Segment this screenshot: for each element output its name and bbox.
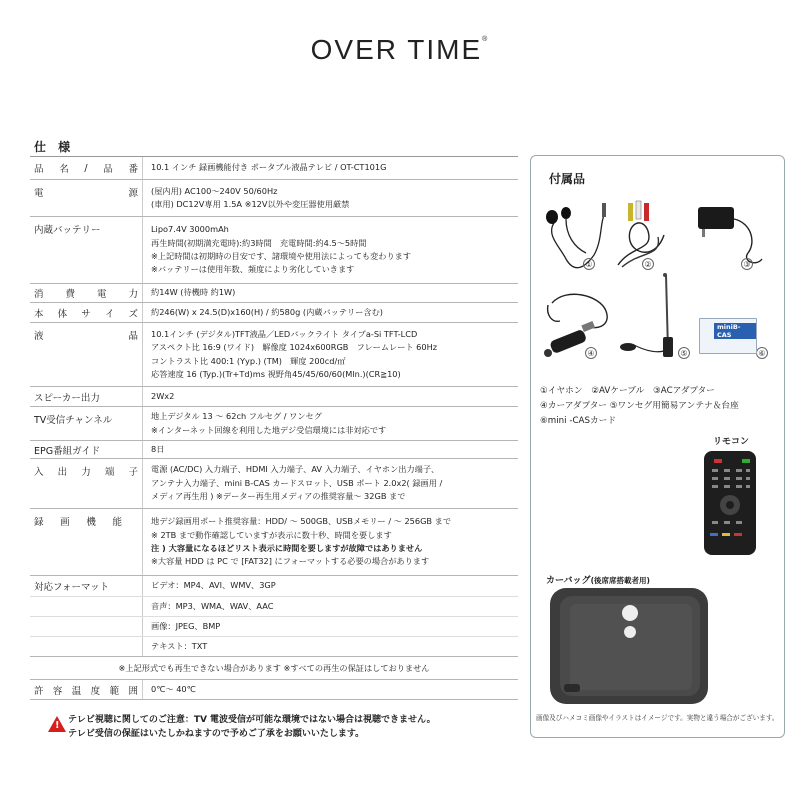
tv-warning [40,713,510,741]
spec-row-temperature [30,680,518,700]
spec-value: Lipo7.4V 3000mAh 再生時間(初期満充電時):約3時間 充電時間:約4.5〜5時間 ※上記時間は初期時の目安です、諸環境や使用法によっても変わります ※バッテリーは使用年数、頻度により劣化していきます [142,217,518,283]
mini-bcas-card [699,318,757,354]
format-note: ※上記形式でも再生できない場合があります ※すべての再生の保証はしておりません [30,657,518,680]
earphones-icon [552,215,604,268]
spec-row-tv-channel [30,407,518,441]
spec-value: 10.1 インチ 録画機能付き ポータブル液晶テレビ / OT-CT101G [142,157,518,179]
accessories-title: 付属品 [549,172,586,186]
spec-value: 0℃〜 40℃ [142,680,518,699]
spec-label: EPG番組ガイド [34,445,101,457]
spec-value: 約246(W) x 24.5(D)x160(H) / 約580g (内蔵バッテリー含む) [142,303,518,322]
spec-label: 電 源 [34,188,138,199]
remote-control-icon [704,451,756,555]
spec-label: 品 名 / 品 番 [34,162,138,175]
brand-logo [0,34,800,66]
spec-value: 8日 [142,441,518,458]
warning-line-2: テレビ受信の保証はいたしかねますので予めご了承をお願いいたします。 [68,729,365,739]
spec-row-format-image [30,617,518,637]
accessories-list-line: ⑥mini -CASカード [540,416,617,426]
spec-row-format-audio [30,597,518,617]
earbud-right-icon [561,207,571,219]
spec-value: 2Wx2 [142,387,518,406]
bag-label: カーバッグ(後席席搭載者用) [546,576,650,586]
av-cable-icon [618,223,664,267]
spec-label: TV受信チャンネル [34,415,113,426]
accessory-number-6: ⑥ [756,347,768,359]
spec-value: ビデオ：MP4、AVI、WMV、3GP [142,576,518,596]
spec-title: 仕 様 [34,140,75,154]
spec-label: 液 晶 [34,331,138,342]
image-disclaimer: 画像及びハメコミ画像やイラストはイメージです。実物と違う場合がございます。 [536,714,779,722]
spec-value: 10.1インチ (デジタル)TFT液晶／LEDバックライト タイプa-Si TFT-LCD アスペクト比 16:9 (ワイド) 解像度 1024x600RGB フレームレート 60Hz コントラスト比 400:1 (Yyp.) (TM) 輝度 200cd/㎡ 応答速度 16 (Typ.)(Tr+Td)ms 視野角45/45/60/60(Mln.)(CR≧10) [142,323,518,386]
accessory-number-2: ② [642,258,654,270]
spec-label: 対応フォーマット [34,582,110,593]
spec-label: 許 容 温 度 範 囲 [34,685,138,697]
accessories-list [540,384,739,429]
remote-label: リモコン [713,437,750,447]
spec-table [30,156,518,700]
spec-row-format-text [30,637,518,657]
spec-label: スピーカー出力 [34,392,100,404]
spec-value: 地上デジタル 13 〜 62ch フルセグ / ワンセグ ※インターネット回線を利用した地デジ受信環境には非対応です [142,407,518,440]
spec-value: 地デジ録画用ポート推奨容量：HDD/ 〜 500GB、USBメモリー / 〜 256GB まで ※ 2TB まで動作確認していますが表示に数十秒、時間を要します 注 ) 大容量になるほどリスト表示に時間を要しますが故障ではありません ※大容量 HDD は PC で [FAT32] にフォーマットする必要の場合があります [142,509,518,575]
car-adapter-icon [544,294,607,357]
spec-label: 録 画 機 能 [34,517,122,528]
spec-row-power [30,180,518,217]
spec-row-battery [30,217,518,284]
brand-mark: ® [482,36,490,43]
accessory-number-1: ① [583,258,595,270]
accessory-number-3: ③ [741,258,753,270]
accessories-list-line: ④カーアダプター ⑤ワンセグ用簡易アンテナ＆台座 [540,401,739,411]
spec-row-format-video [30,576,518,597]
mini-bcas-card-text: miniB-CAS [714,323,756,339]
brand-name: OVER TIME [310,34,483,65]
accessory-number-5: ⑤ [678,347,690,359]
spec-value: (屋内用) AC100〜240V 50/60Hz (車用) DC12V専用 1.5A ※12V以外や変圧器使用厳禁 [142,180,518,216]
spec-row-lcd [30,323,518,387]
spec-value: 音声：MP3、WMA、WAV、AAC [142,597,518,616]
spec-row-size [30,303,518,323]
spec-row-speaker [30,387,518,407]
spec-row-consumption [30,284,518,303]
spec-value: テキスト：TXT [142,637,518,656]
spec-label: 入 出 力 端 子 [34,467,138,478]
spec-value: 電源 (AC/DC) 入力端子、HDMI 入力端子、AV 入力端子、イヤホン出力端子、 アンテナ入力端子、mini B-CAS カードスロット、USB ポート 2.0x2( 録画用 / メディア再生用 ) ※データー再生用メディアの推奨容量〜 32GB まで [142,459,518,508]
spec-row-io [30,459,518,509]
spec-value: 画像：JPEG、BMP [142,617,518,636]
accessory-number-4: ④ [585,347,597,359]
warning-icon: ! [48,716,66,732]
spec-label: 内蔵バッテリー [34,225,101,236]
spec-row-epg [30,441,518,459]
warning-line-1: テレビ視聴に関してのご注意：TV 電波受信が可能な環境ではない場合は視聴できません。 [68,715,436,725]
spec-value: 約14W (待機時 約1W) [142,284,518,302]
antenna-icon [620,273,673,357]
spec-row-recording [30,509,518,576]
spec-label: 本 体 サ イ ズ [34,308,138,320]
car-bag-icon [550,588,708,704]
earbud-left-icon [546,210,558,224]
spec-label: 消 費 電 力 [34,289,138,300]
accessories-list-line: ①イヤホン ②AVケーブル ③ACアダプター [540,386,715,396]
spec-row-product [30,157,518,180]
ac-adapter-icon [698,207,734,229]
